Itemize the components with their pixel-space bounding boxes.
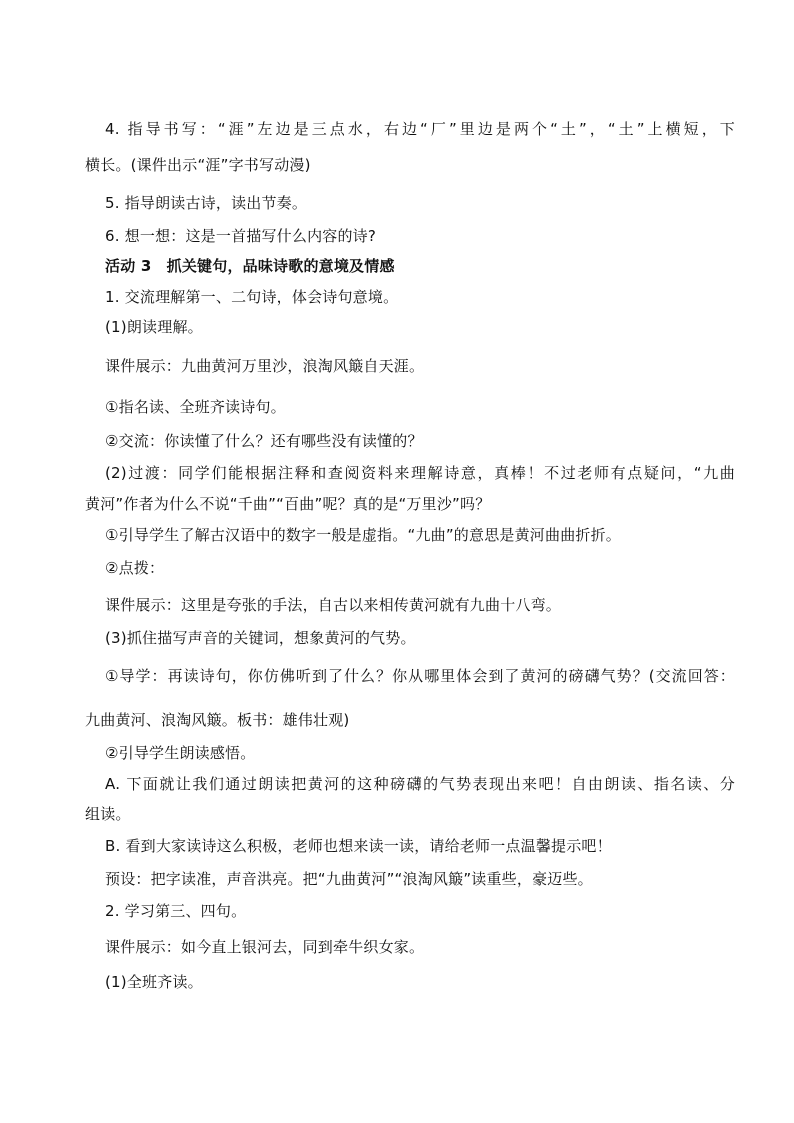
paragraph-line: B. 看到大家读诗这么积极，老师也想来读一读，请给老师一点温馨提示吧！	[105, 837, 612, 855]
paragraph-line: (3)抓住描写声音的关键词，想象黄河的气势。	[105, 629, 416, 647]
paragraph-line: ②引导学生朗读感悟。	[105, 744, 256, 762]
paragraph-line: 2. 学习第三、四句。	[105, 902, 247, 920]
paragraph-line: 课件展示：九曲黄河万里沙，浪淘风簸自天涯。	[105, 357, 425, 375]
paragraph-line: (1)朗读理解。	[105, 318, 203, 336]
paragraph-line: 组读。	[85, 805, 131, 823]
paragraph-line: 5. 指导朗读古诗，读出节奏。	[105, 194, 308, 212]
paragraph-line: 预设：把字读准，声音洪亮。把“九曲黄河”“浪淘风簸”读重些，豪迈些。	[105, 870, 593, 888]
paragraph-line: 九曲黄河、浪淘风簸。板书：雄伟壮观)	[85, 711, 350, 729]
section-heading: 活动 3 抓关键句，品味诗歌的意境及情感	[105, 257, 395, 275]
paragraph-line: ①引导学生了解古汉语中的数字一般是虚指。“九曲”的意思是黄河曲曲折折。	[105, 526, 621, 544]
paragraph-line: 横长。(课件出示“涯”字书写动漫)	[85, 156, 311, 174]
paragraph-line: (2)过渡：同学们能根据注释和查阅资料来理解诗意，真棒！不过老师有点疑问，“九曲	[105, 464, 735, 482]
paragraph-line: 6. 想一想：这是一首描写什么内容的诗?	[105, 227, 377, 245]
paragraph-line: 课件展示：这里是夸张的手法，自古以来相传黄河就有九曲十八弯。	[105, 596, 562, 614]
paragraph-line: ②交流：你读懂了什么？还有哪些没有读懂的？	[105, 432, 423, 450]
paragraph-line: 4. 指导书写：“涯”左边是三点水，右边“厂”里边是两个“土”，“土”上横短，下	[105, 120, 735, 138]
paragraph-line: 黄河”作者为什么不说“千曲”“百曲”呢？真的是“万里沙”吗？	[85, 495, 491, 513]
paragraph-line: ②点拨：	[105, 559, 165, 577]
paragraph-line: 1. 交流理解第一、二句诗，体会诗句意境。	[105, 288, 399, 306]
paragraph-line: A. 下面就让我们通过朗读把黄河的这种磅礴的气势表现出来吧！自由朗读、指名读、分	[105, 775, 735, 793]
paragraph-line: 课件展示：如今直上银河去，同到牵牛织女家。	[105, 938, 425, 956]
paragraph-line: ①指名读、全班齐读诗句。	[105, 398, 286, 416]
paragraph-line: ①导学：再读诗句，你仿佛听到了什么？你从哪里体会到了黄河的磅礴气势？(交流回答：	[105, 667, 735, 685]
paragraph-line: (1)全班齐读。	[105, 973, 203, 991]
